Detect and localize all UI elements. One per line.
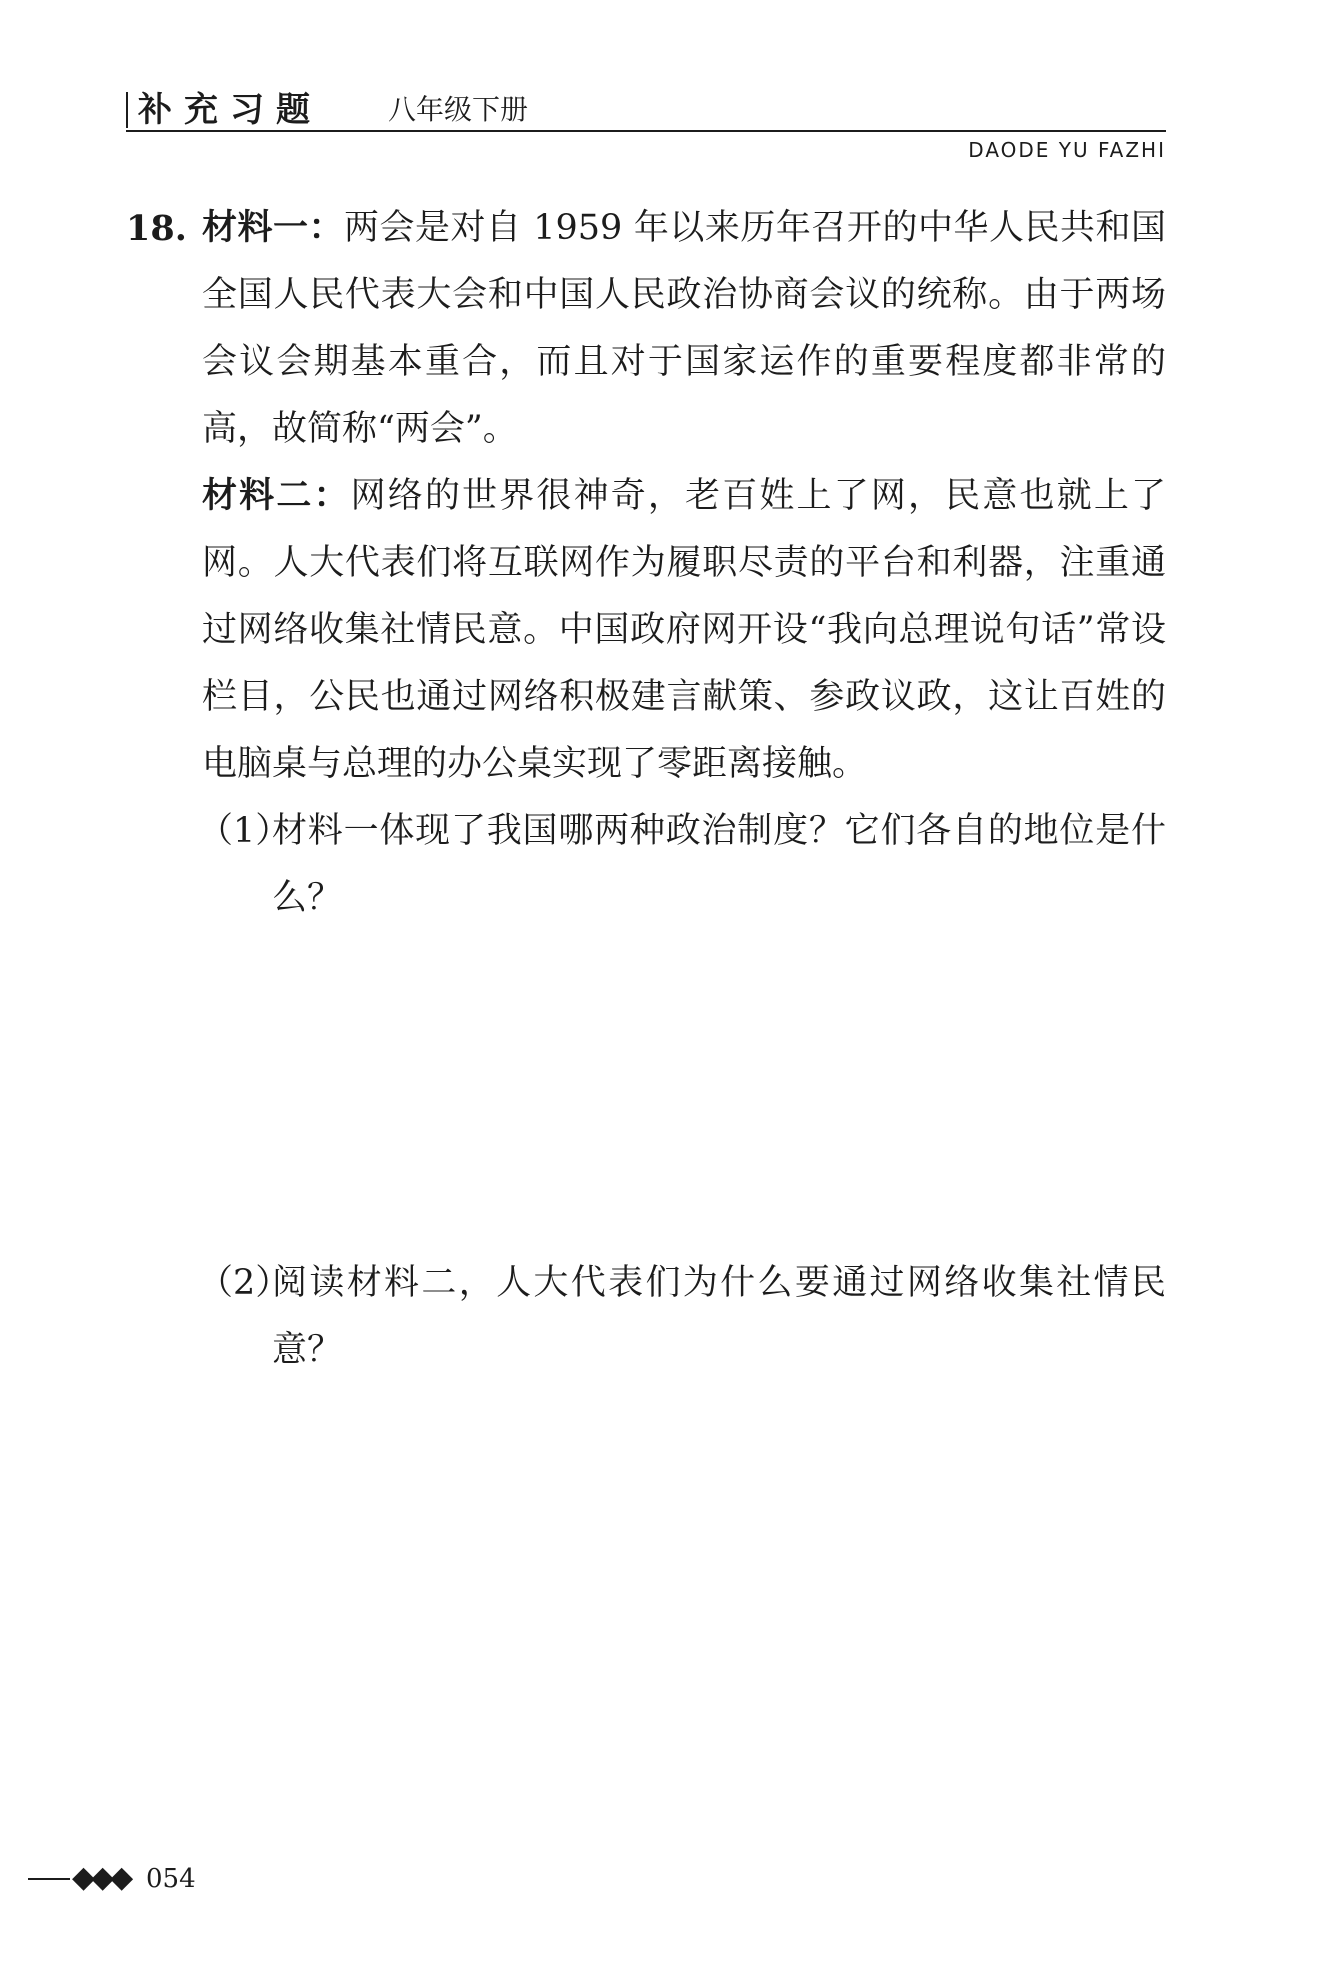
question-number: 18. <box>126 208 187 249</box>
sub-question-2-text: 阅读材料二，人大代表们为什么要通过网络收集社情民意？ <box>272 1263 1166 1370</box>
sub-question-1-number: （1） <box>198 811 291 851</box>
material-two-text: 网络的世界很神奇，老百姓上了网，民意也就上了网。人大代表们将互联网作为履职尽责的平台和利器，注重通过网络收集社情民意。中国政府网开设“我向总理说句话”常设栏目，公民也通过网络积极建言献策、参政议政，这让百姓的电脑桌与总理的办公桌实现了零距离接触。 <box>202 476 1166 784</box>
sub-question-2-number: （2） <box>198 1263 291 1303</box>
material-one-paragraph <box>202 195 1166 463</box>
material-two <box>126 463 1166 798</box>
sub-question-2 <box>126 1250 1166 1384</box>
page-footer <box>28 1858 228 1898</box>
footer-line <box>28 1878 70 1880</box>
material-one <box>126 195 1166 463</box>
answer-space-1[interactable] <box>126 932 1166 1250</box>
material-one-label: 材料一： <box>202 208 345 248</box>
material-two-label: 材料二： <box>202 476 351 516</box>
diamond-icon: ◆◆◆ <box>72 1860 130 1895</box>
material-two-paragraph <box>202 463 1166 798</box>
grade-label: 八年级下册 <box>388 93 529 126</box>
page-number: 054 <box>146 1864 196 1894</box>
question-block <box>126 195 1166 1384</box>
sub-question-1 <box>126 798 1166 932</box>
header-bar <box>126 92 128 128</box>
page-header <box>126 88 1166 134</box>
material-one-text: 两会是对自 1959 年以来历年召开的中华人民共和国全国人民代表大会和中国人民政治协商会议的统称。由于两场会议会期基本重合，而且对于国家运作的重要程度都非常的高，故简称“两会”。 <box>202 208 1166 449</box>
subject-pinyin: DAODE YU FAZHI <box>968 138 1166 162</box>
sub-question-1-text: 材料一体现了我国哪两种政治制度？它们各自的地位是什么？ <box>272 811 1166 918</box>
header-rule <box>126 130 1166 132</box>
series-title: 补充习题 <box>138 90 322 130</box>
